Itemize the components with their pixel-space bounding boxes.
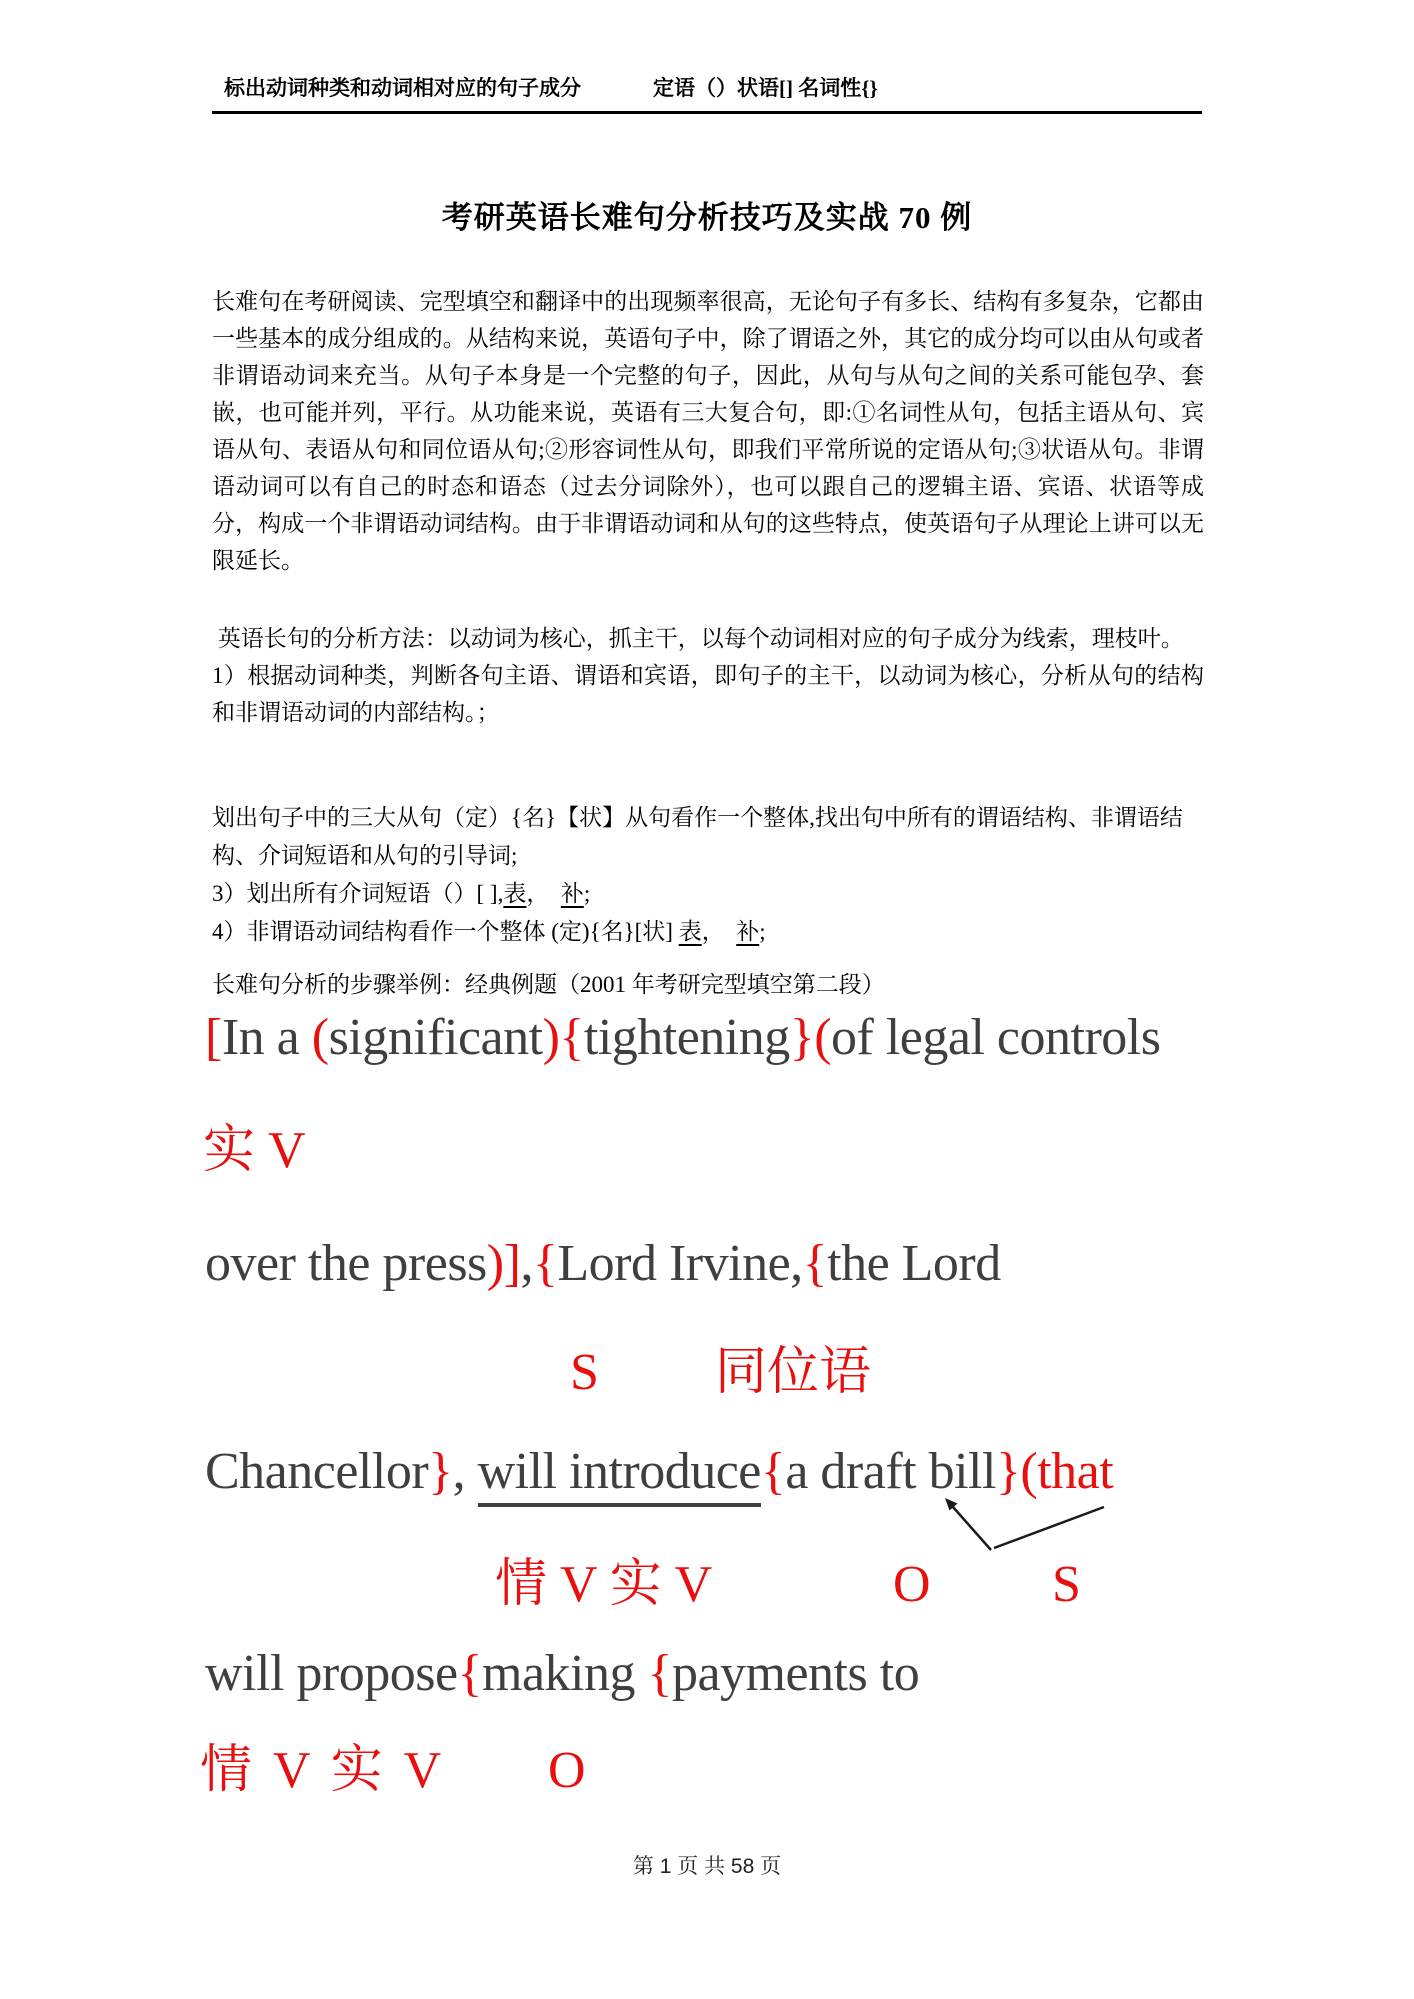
- paren-open: (: [814, 1009, 832, 1066]
- step3-underlined-bu: 补: [560, 881, 584, 906]
- brace-close: }: [789, 1009, 815, 1066]
- paren-that: (that: [1020, 1443, 1114, 1500]
- annotation-modal-verb: 情 V 实 V: [495, 1556, 713, 1613]
- annotation-subject: S: [570, 1344, 599, 1401]
- step4-suffix: ;: [759, 919, 766, 944]
- step4-line: [212, 919, 766, 944]
- annotation-object: O: [893, 1556, 931, 1613]
- text-run: ,: [452, 1443, 478, 1500]
- document-title: 考研英语长难句分析技巧及实战 70 例: [441, 200, 973, 235]
- step3-underlined-biao: 表: [503, 881, 527, 906]
- text-run: tightening: [583, 1009, 790, 1066]
- method-line-1: 英语长句的分析方法：以动词为核心，抓主干，以每个动词相对应的句子成分为线索，理枝叶。: [212, 626, 1184, 651]
- step3-prefix: 3）划出所有介词短语（）[ ],: [212, 881, 504, 906]
- paren-open: (: [311, 1009, 329, 1066]
- brace-open: {: [802, 1235, 828, 1292]
- steps-paragraph: [212, 799, 1204, 951]
- brace-open: {: [532, 1235, 558, 1292]
- text-run: Lord Irvine,: [557, 1235, 803, 1292]
- step4-underlined-biao: 表: [678, 919, 702, 944]
- example-sentence-line-4: [205, 1644, 919, 1704]
- text-run: will propose: [205, 1645, 458, 1702]
- brace-close: }: [428, 1443, 453, 1500]
- example-sentence-line-1: [205, 1008, 1160, 1068]
- step3-line: [212, 881, 590, 906]
- header-left-text: 标出动词种类和动词相对应的句子成分: [224, 76, 581, 100]
- text-run: of legal controls: [831, 1009, 1161, 1066]
- method-paragraph: [212, 620, 1204, 731]
- bracket-open: [: [205, 1009, 222, 1066]
- text-run: the Lord: [827, 1235, 1001, 1292]
- brace-open: {: [760, 1443, 786, 1500]
- header-right-legend: 定语（）状语[] 名词性{}: [653, 76, 878, 100]
- underlined-verb-phrase: will introduce: [478, 1442, 761, 1507]
- annotation-modal-verb-2: 情 V 实 V: [200, 1742, 446, 1799]
- steps-clause-line: 划出句子中的三大从句（定）{名}【状】从句看作一个整体,找出句中所有的谓语结构、非谓语结构、介词短语和从句的引导词;: [212, 805, 1183, 868]
- annotation-shiv: 实 V: [203, 1122, 306, 1179]
- step3-mid: ，: [526, 881, 561, 906]
- text-run: In a: [221, 1009, 312, 1066]
- text-run: Chancellor: [205, 1443, 429, 1500]
- annotation-subject-2: S: [1052, 1556, 1081, 1613]
- example-sentence-line-2: [205, 1234, 1001, 1294]
- brace-open: {: [457, 1645, 482, 1702]
- annotation-object-2: O: [548, 1742, 586, 1799]
- footer-page-number: 第 1 页 共 58 页: [632, 1855, 782, 1878]
- intro-paragraph: 长难句在考研阅读、完型填空和翻译中的出现频率很高，无论句子有多长、结构有多复杂，它都由一些基本的成分组成的。从结构来说，英语句子中，除了谓语之外，其它的成分均可以由从句或者非谓语动词来充当。从句子本身是一个完整的句子，因此，从句与从句之间的关系可能包孕、套嵌，也可能并列，平行。从功能来说，英语有三大复合句，即:①名词性从句，包括主语从句、宾语从句、表语从句和同位语从句;②形容词性从句，即我们平常所说的定语从句;③状语从句。非谓语动词可以有自己的时态和语态（过去分词除外），也可以跟自己的逻辑主语、宾语、状语等成分，构成一个非谓语动词结构。由于非谓语动词和从句的这些特点，使英语句子从理论上讲可以无限延长。: [212, 289, 1204, 573]
- brace-open: {: [559, 1009, 584, 1066]
- paren-close: ): [542, 1009, 560, 1066]
- paren-bracket-close: )]: [486, 1235, 521, 1292]
- method-line-2: 1）根据动词种类，判断各句主语、谓语和宾语，即句子的主干，以动词为核心，分析从句的结构和非谓语动词的内部结构。；: [212, 663, 1204, 725]
- text-run: a draft bill: [785, 1443, 996, 1500]
- example-intro-line: 长难句分析的步骤举例：经典例题（2001 年考研完型填空第二段）: [212, 972, 885, 997]
- text-run: significant: [328, 1009, 543, 1066]
- step4-prefix: 4）非谓语动词结构看作一个整体 (定){名}[状]: [212, 919, 679, 944]
- brace-close: }: [995, 1443, 1021, 1500]
- step3-suffix: ;: [583, 881, 591, 906]
- text-run: ,: [520, 1235, 533, 1292]
- text-run: making: [482, 1645, 648, 1702]
- annotation-apposition: 同位语: [715, 1344, 872, 1401]
- step4-mid: ，: [701, 919, 737, 944]
- step4-underlined-bu: 补: [736, 919, 760, 944]
- connector-arrows-icon: [915, 1488, 1115, 1562]
- page-header: [212, 72, 1202, 114]
- text-run: over the press: [205, 1235, 487, 1292]
- text-run: payments to: [671, 1645, 920, 1702]
- brace-open: {: [647, 1645, 672, 1702]
